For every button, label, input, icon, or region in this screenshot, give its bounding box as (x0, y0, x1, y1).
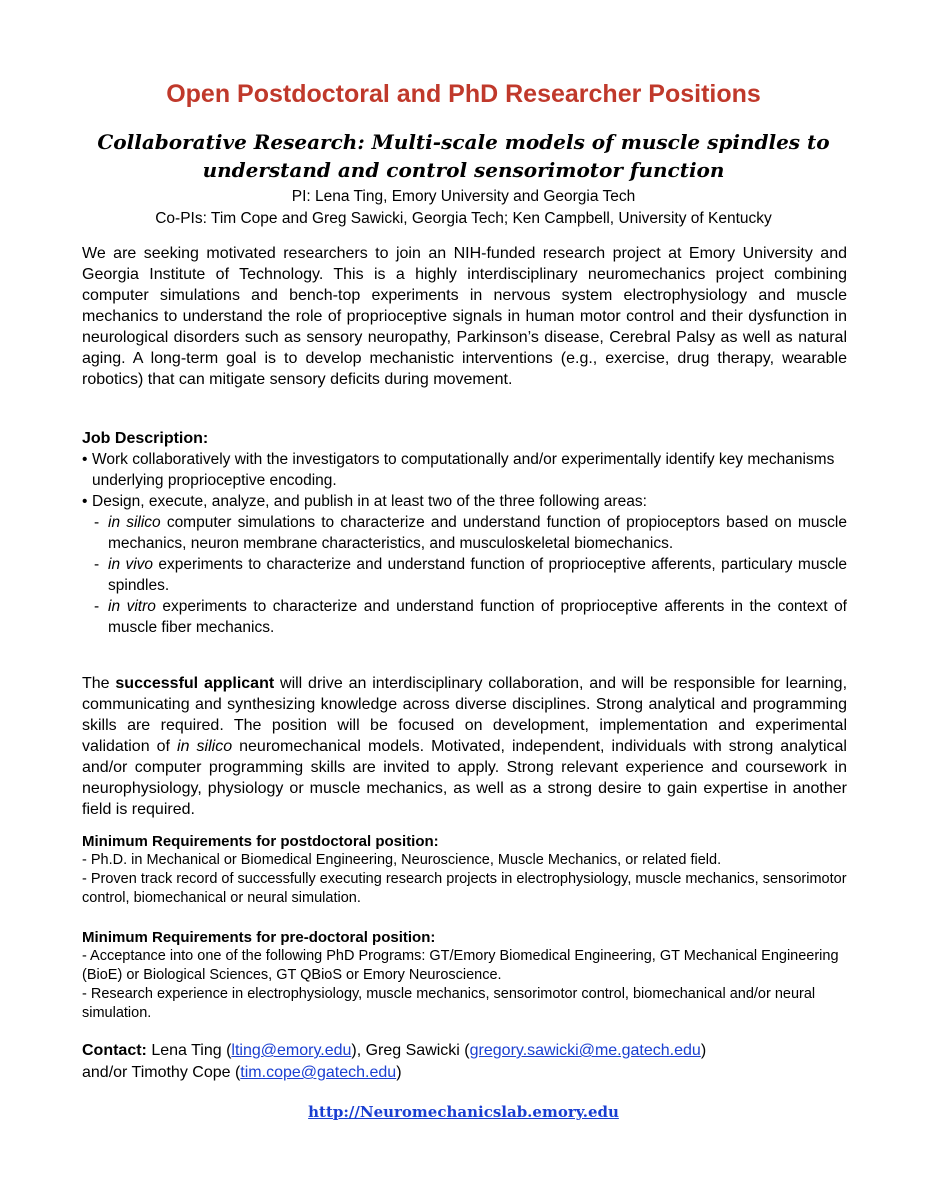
lab-url (0, 1103, 927, 1121)
bullet-mark: • (82, 493, 88, 510)
project-subtitle (40, 128, 887, 184)
applicant-italic: in silico (177, 738, 233, 755)
area-term: in vitro (108, 598, 156, 615)
contact-name-1: Lena Ting ( (146, 1042, 232, 1059)
copi-line: Co-PIs: Tim Cope and Greg Sawicki, Georgia Tech; Ken Campbell, University of Kentucky (155, 210, 772, 227)
dash-mark: - (94, 598, 100, 615)
dash-mark: - (94, 556, 100, 573)
investigators (0, 186, 927, 230)
intro-paragraph: We are seeking motivated researchers to join an NIH-funded research project at Emory University and Georgia Institute of Technology. This is a highly interdisciplinary neuromechanics project combining computer simulations and bench-top experiments in nervous system electrophysiology and muscle mechanics to understand the role of proprioceptive signals in human motor control and their dysfunction in neurological disorders such as sensory neuropathy, Parkinson’s disease, Cerebral Palsy as well as natural aging. A long-term goal is to develop mechanistic interventions (e.g., exercise, drug therapy, wearable robotics) that can mitigate sensory deficits during movement. (82, 245, 847, 388)
area-text: experiments to characterize and understand function of proprioceptive afferents in the context of muscle fiber mechanics. (108, 598, 847, 636)
requirements-postdoc-heading: Minimum Requirements for postdoctoral position: (82, 833, 439, 850)
area-in-vitro (82, 596, 847, 638)
contact-line-2-pre: and/or Timothy Cope ( (82, 1064, 241, 1081)
job-description (82, 428, 847, 638)
job-heading: Job Description: (82, 430, 209, 447)
contact-sep-1: ), Greg Sawicki ( (351, 1042, 470, 1059)
area-text: computer simulations to characterize and understand function of propioceptors based on muscle mechanics, neuron membrane characteristics, and musculoskeletal biomechanics. (108, 514, 848, 552)
job-bullet-1-text: Work collaboratively with the investigators to computationally and/or experimentally identify key mechanisms underlying proprioceptive encoding. (92, 451, 835, 489)
contact-line-2-post: ) (396, 1064, 402, 1081)
requirements-predoc (82, 928, 847, 1023)
applicant-mid: will drive an interdisciplinary collaboration, and will be responsible for learning, communicating and synthesizing knowledge across diverse disciplines. Strong analytical and programming skills are required. The position will be focused on development, implementation and experimental validation of (82, 675, 848, 755)
applicant-pre: The (82, 675, 116, 692)
subtitle-line-2: understand and control sensorimotor function (202, 158, 725, 182)
page-title: Open Postdoctoral and PhD Researcher Positions (166, 80, 761, 108)
contact-block (82, 1040, 847, 1084)
subtitle-line-1: Collaborative Research: Multi-scale models of muscle spindles to (97, 130, 830, 154)
bullet-mark: • (82, 451, 88, 468)
requirements-predoc-heading: Minimum Requirements for pre-doctoral position: (82, 929, 436, 946)
job-bullet-1 (82, 449, 847, 491)
requirements-postdoc (82, 832, 847, 908)
requirement-item: - Research experience in electrophysiology, muscle mechanics, sensorimotor control, biomechanical and/or neural simulation. (82, 986, 816, 1021)
pi-line: PI: Lena Ting, Emory University and Georgia Tech (291, 188, 636, 205)
contact-label: Contact: (82, 1042, 147, 1059)
job-bullet-2-text: Design, execute, analyze, and publish in at least two of the three following areas: (92, 493, 647, 510)
contact-sep-2: ) (700, 1042, 707, 1059)
email-link-ting[interactable]: lting@emory.edu (231, 1042, 352, 1059)
job-bullet-2 (82, 491, 847, 512)
applicant-bold: successful applicant (115, 675, 275, 692)
area-in-vivo (82, 554, 847, 596)
requirement-item: - Proven track record of successfully executing research projects in electrophysiology, muscle mechanics, sensorimotor control, biomechanical or neural simulation. (82, 871, 847, 906)
email-link-cope[interactable]: tim.cope@gatech.edu (240, 1064, 397, 1081)
dash-mark: - (94, 514, 100, 531)
area-term: in silico (108, 514, 161, 531)
area-in-silico (82, 512, 847, 554)
requirement-item: - Acceptance into one of the following PhD Programs: GT/Emory Biomedical Engineering, GT Mechanical Engineering (BioE) or Biological Sciences, GT QBioS or Emory Neuroscience. (82, 948, 839, 983)
area-text: experiments to characterize and understand function of proprioceptive afferents, particulary muscle spindles. (108, 556, 848, 594)
email-link-sawicki[interactable]: gregory.sawicki@me.gatech.edu (469, 1042, 701, 1059)
applicant-paragraph (82, 673, 847, 820)
requirement-item: - Ph.D. in Mechanical or Biomedical Engineering, Neuroscience, Muscle Mechanics, or related field. (82, 852, 722, 868)
lab-website-link[interactable]: http://Neuromechanicslab.emory.edu (308, 1103, 619, 1121)
area-term: in vivo (108, 556, 154, 573)
applicant-post: neuromechanical models. Motivated, independent, individuals with strong analytical and/or computer programming skills are invited to apply. Strong relevant experience and coursework in neurophysiology, physiology or muscle mechanics, as well as a strong desire to gain expertise in another field is required. (82, 738, 847, 818)
